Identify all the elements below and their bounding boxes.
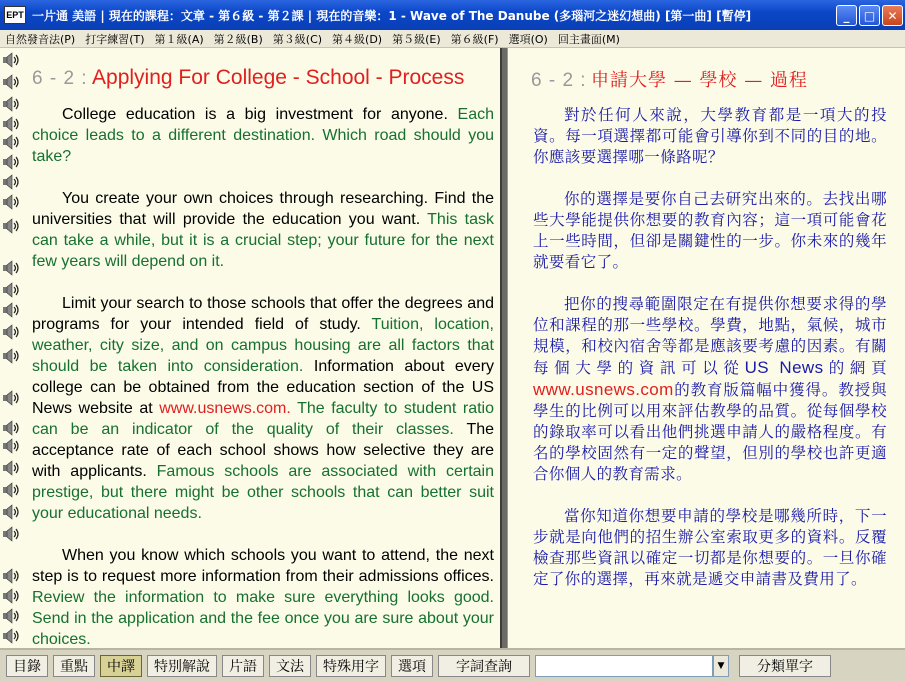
- chinese-paragraph-2: 你的選擇是要你自己去研究出來的。去找出哪些大學能提供你想要的教育內容；這一項可能會花上一些時間，但卻是關鍵性的一步。你未來的幾年就要看它了。: [533, 190, 887, 271]
- speaker-icon[interactable]: [2, 526, 22, 542]
- sentence[interactable]: Tuition, location, weather, city size, and on campus housing are all factors that should be taken into consideration.: [32, 316, 494, 375]
- chinese-pane: [508, 48, 905, 648]
- speaker-icon[interactable]: [2, 324, 22, 340]
- speaker-icon[interactable]: [2, 154, 22, 170]
- menu-level-3[interactable]: 第３級(C): [272, 32, 323, 46]
- lesson-title-chinese: 申請大學 — 學校 — 過程: [591, 70, 808, 91]
- pane-divider[interactable]: [500, 48, 508, 648]
- menu-main[interactable]: 回主畫面(M): [557, 32, 620, 46]
- grammar-button[interactable]: 文法: [269, 655, 311, 677]
- sentence[interactable]: Information about every college can be obtained from the education section of the US News website at: [32, 358, 495, 417]
- sentence[interactable]: Each choice leads to a different destination. Which road should you take?: [32, 106, 494, 165]
- website-link[interactable]: www.usnews.com: [533, 380, 674, 399]
- minimize-button[interactable]: _: [836, 5, 857, 26]
- chinese-paragraph-3: [533, 294, 887, 485]
- app-logo-icon: EPT: [4, 6, 26, 24]
- speaker-icon[interactable]: [2, 504, 22, 520]
- text: 的教育版篇幅中獲得。教授與學生的比例可以用來評估教學的品質。從每個學校的錄取率可以看出他們挑選申請人的嚴格程度。有名的學校固然有一定的聲望，但別的學校也許更適合你個人的教育需求。: [533, 381, 887, 483]
- english-paragraph-1: [32, 104, 494, 167]
- menu-level-1[interactable]: 第１級(A): [154, 32, 204, 46]
- speaker-icon[interactable]: [2, 390, 22, 406]
- sentence[interactable]: College education is a big investment for anyone.: [62, 106, 448, 123]
- speaker-icon[interactable]: [2, 116, 22, 132]
- speaker-icon[interactable]: [2, 194, 22, 210]
- menu-options[interactable]: 選項(O): [508, 32, 548, 46]
- speaker-icon[interactable]: [2, 482, 22, 498]
- menu-level-2[interactable]: 第２級(B): [213, 32, 263, 46]
- speaker-icon[interactable]: [2, 302, 22, 318]
- english-paragraph-3: [32, 293, 494, 524]
- sentence[interactable]: This task can take a while, but it is a crucial step; your future for the next few years will depend on it.: [32, 211, 495, 270]
- english-pane: [28, 48, 498, 648]
- website-link[interactable]: www.usnews.com.: [159, 400, 291, 417]
- menu-phonics[interactable]: 自然發音法(P): [5, 32, 76, 46]
- audio-icon-column: [0, 48, 26, 648]
- speaker-icon[interactable]: [2, 608, 22, 624]
- lesson-content: [0, 48, 905, 648]
- dropdown-arrow-icon[interactable]: ▼: [713, 655, 729, 677]
- title-bar[interactable]: [0, 0, 905, 30]
- dictionary-input[interactable]: [535, 655, 713, 677]
- speaker-icon[interactable]: [2, 588, 22, 604]
- sentence[interactable]: When you know which schools you want to attend, the next step is to request more information from their admissions offices.: [32, 547, 494, 585]
- close-button[interactable]: ✕: [882, 5, 903, 26]
- speaker-icon[interactable]: [2, 74, 22, 90]
- sentence[interactable]: You create your own choices through researching. Find the universities that will provide the education you want.: [32, 190, 494, 228]
- speaker-icon[interactable]: [2, 218, 22, 234]
- special-notes-button[interactable]: 特別解說: [147, 655, 217, 677]
- speaker-icon[interactable]: [2, 260, 22, 276]
- english-paragraph-4: [32, 545, 494, 650]
- text: US News: [744, 358, 824, 377]
- english-paragraph-2: [32, 188, 494, 272]
- translation-button[interactable]: 中譯: [100, 655, 142, 677]
- speaker-icon[interactable]: [2, 438, 22, 454]
- menu-typing[interactable]: 打字練習(T): [85, 32, 145, 46]
- speaker-icon[interactable]: [2, 420, 22, 436]
- chinese-paragraph-1: 對於任何人來說，大學教育都是一項大的投資。每一項選擇都可能會引導你到不同的目的地。你應該要選擇哪一條路呢？: [533, 106, 887, 166]
- speaker-icon[interactable]: [2, 52, 22, 68]
- speaker-icon[interactable]: [2, 96, 22, 112]
- dictionary-lookup-button[interactable]: 字詞查詢: [438, 655, 530, 677]
- sentence[interactable]: Review the information to make sure everything looks good. Send in the application and the fee once you are sure about your choices.: [32, 589, 494, 648]
- speaker-icon[interactable]: [2, 628, 22, 644]
- chinese-paragraph-4: 當你知道你想要申請的學校是哪幾所時，下一步就是向他們的招生辦公室索取更多的資料。反覆檢查那些資訊以確定一切都是你想要的。一旦你確定了你的選擇，再來就是遞交申請書及費用了。: [533, 507, 887, 588]
- sentence[interactable]: Limit your search to those schools that offer the degrees and programs for your intended field of study.: [32, 295, 494, 333]
- phrases-button[interactable]: 片語: [222, 655, 264, 677]
- bottom-toolbar: [0, 648, 905, 681]
- lesson-number: 6 - 2 :: [32, 68, 88, 89]
- key-points-button[interactable]: 重點: [53, 655, 95, 677]
- sentence[interactable]: Famous schools are associated with certain prestige, but there might be other schools that can better suit your educational needs.: [32, 463, 494, 522]
- menu-level-5[interactable]: 第５級(E): [392, 32, 441, 46]
- maximize-button[interactable]: □: [859, 5, 880, 26]
- lesson-number-zh: 6 - 2 :: [531, 70, 587, 91]
- speaker-icon[interactable]: [2, 348, 22, 364]
- text: 把你的搜尋範圍限定在有提供你想要求得的學位和課程的那一些學校。學費，地點，氣候，城市規模，和校內宿舍等都是應該要考慮的因素。有關每個大學的資訊可以從: [533, 295, 887, 377]
- contents-button[interactable]: 目錄: [6, 655, 48, 677]
- menu-level-6[interactable]: 第６級(F): [450, 32, 499, 46]
- options-button[interactable]: 選項: [391, 655, 433, 677]
- special-words-button[interactable]: 特殊用字: [316, 655, 386, 677]
- speaker-icon[interactable]: [2, 174, 22, 190]
- speaker-icon[interactable]: [2, 568, 22, 584]
- word-categories-button[interactable]: 分類單字: [739, 655, 831, 677]
- sentence[interactable]: The faculty to student ratio can be an indicator of the quality of their classes.: [32, 400, 494, 438]
- window-title: 一片通 美語 | 現在的課程：文章 - 第６級 - 第２課 | 現在的音樂：1 - Wave of The Danube (多瑙河之迷幻想曲) [第一曲] [暫停]: [32, 8, 752, 23]
- lesson-title-english: Applying For College - School - Process: [92, 66, 465, 89]
- speaker-icon[interactable]: [2, 282, 22, 298]
- menu-level-4[interactable]: 第４級(D): [332, 32, 383, 46]
- sentence[interactable]: The acceptance rate of each school shows how selective they are with applicants.: [32, 421, 495, 480]
- text: 的網頁: [823, 359, 887, 377]
- menu-bar: [0, 30, 905, 48]
- speaker-icon[interactable]: [2, 134, 22, 150]
- speaker-icon[interactable]: [2, 460, 22, 476]
